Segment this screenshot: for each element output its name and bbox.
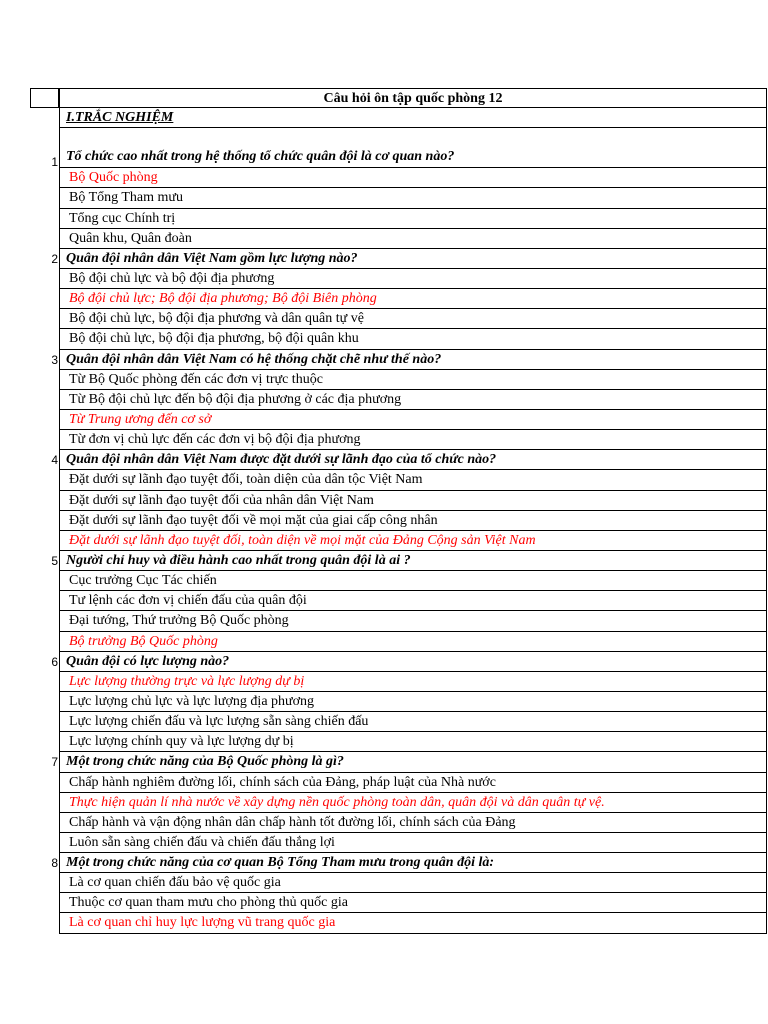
answer-row <box>30 611 768 631</box>
section-heading: I.TRẮC NGHIỆM <box>59 108 767 128</box>
question-text: Quân đội có lực lượng nào? <box>59 652 767 672</box>
question-number: 7 <box>51 755 58 770</box>
corner-cell <box>30 88 59 108</box>
answer-option-correct[interactable]: Bộ Quốc phòng <box>59 168 767 188</box>
question-list <box>30 128 768 933</box>
question-row <box>30 551 768 571</box>
question-row <box>30 128 768 168</box>
answer-row <box>30 571 768 591</box>
question-text: Một trong chức năng của cơ quan Bộ Tổng Tham mưu trong quân đội là: <box>59 853 767 873</box>
answer-option[interactable]: Từ đơn vị chủ lực đến các đơn vị bộ đội địa phương <box>59 430 767 450</box>
answer-option[interactable]: Là cơ quan chiến đấu bảo vệ quốc gia <box>59 873 767 893</box>
answer-option[interactable]: Đặt dưới sự lãnh đạo tuyệt đối, toàn diện của dân tộc Việt Nam <box>59 470 767 490</box>
answer-row <box>30 430 768 450</box>
question-text: Quân đội nhân dân Việt Nam gồm lực lượng nào? <box>59 249 767 269</box>
answer-option[interactable]: Bộ đội chủ lực, bộ đội địa phương, bộ đội quân khu <box>59 329 767 349</box>
answer-row <box>30 913 768 933</box>
answer-option[interactable]: Lực lượng chủ lực và lực lượng địa phương <box>59 692 767 712</box>
answer-option[interactable]: Lực lượng chính quy và lực lượng dự bị <box>59 732 767 752</box>
question-number: 5 <box>51 553 58 568</box>
question-text: Tổ chức cao nhất trong hệ thống tổ chức quân đội là cơ quan nào? <box>59 128 767 168</box>
answer-option[interactable]: Từ Bộ Quốc phòng đến các đơn vị trực thuộc <box>59 370 767 390</box>
answer-option[interactable]: Đặt dưới sự lãnh đạo tuyệt đối của nhân dân Việt Nam <box>59 491 767 511</box>
answer-option[interactable]: Luôn sẵn sàng chiến đấu và chiến đấu thắng lợi <box>59 833 767 853</box>
answer-row <box>30 732 768 752</box>
question-row <box>30 249 768 269</box>
answer-option[interactable]: Chấp hành nghiêm đường lối, chính sách của Đảng, pháp luật của Nhà nước <box>59 773 767 793</box>
question-number: 2 <box>51 251 58 266</box>
answer-option[interactable]: Tư lệnh các đơn vị chiến đấu của quân đội <box>59 591 767 611</box>
answer-row <box>30 209 768 229</box>
question-text: Quân đội nhân dân Việt Nam có hệ thống chặt chẽ như thế nào? <box>59 350 767 370</box>
answer-option[interactable]: Bộ Tổng Tham mưu <box>59 188 767 208</box>
answer-option-correct[interactable]: Thực hiện quản lí nhà nước về xây dựng nền quốc phòng toàn dân, quân đội và dân quân tự vệ. <box>59 793 767 813</box>
answer-row <box>30 410 768 430</box>
answer-option[interactable]: Tổng cục Chính trị <box>59 209 767 229</box>
answer-option[interactable]: Chấp hành và vận động nhân dân chấp hành tốt đường lối, chính sách của Đảng <box>59 813 767 833</box>
answer-option[interactable]: Đại tướng, Thứ trưởng Bộ Quốc phòng <box>59 611 767 631</box>
answer-option-correct[interactable]: Bộ đội chủ lực; Bộ đội địa phương; Bộ đội Biên phòng <box>59 289 767 309</box>
answer-row <box>30 390 768 410</box>
answer-option[interactable]: Đặt dưới sự lãnh đạo tuyệt đối về mọi mặt của giai cấp công nhân <box>59 511 767 531</box>
answer-option[interactable]: Từ Bộ đội chủ lực đến bộ đội địa phương ở các địa phương <box>59 390 767 410</box>
answer-row <box>30 229 768 249</box>
question-number: 4 <box>51 453 58 468</box>
question-row <box>30 450 768 470</box>
question-number: 6 <box>51 654 58 669</box>
page-title: Câu hỏi ôn tập quốc phòng 12 <box>59 88 767 108</box>
answer-row <box>30 813 768 833</box>
answer-row <box>30 511 768 531</box>
answer-row <box>30 591 768 611</box>
answer-option[interactable]: Bộ đội chủ lực, bộ đội địa phương và dân quân tự vệ <box>59 309 767 329</box>
title-row <box>30 88 768 108</box>
answer-row <box>30 531 768 551</box>
question-sheet <box>30 88 768 934</box>
answer-row <box>30 491 768 511</box>
answer-row <box>30 309 768 329</box>
answer-row <box>30 712 768 732</box>
question-text: Quân đội nhân dân Việt Nam được đặt dưới sự lãnh đạo của tổ chức nào? <box>59 450 767 470</box>
question-row <box>30 350 768 370</box>
answer-row <box>30 470 768 490</box>
answer-row <box>30 370 768 390</box>
question-text: Một trong chức năng của Bộ Quốc phòng là gì? <box>59 752 767 772</box>
answer-row <box>30 672 768 692</box>
question-number: 1 <box>51 155 58 170</box>
answer-option-correct[interactable]: Bộ trưởng Bộ Quốc phòng <box>59 632 767 652</box>
answer-option[interactable]: Bộ đội chủ lực và bộ đội địa phương <box>59 269 767 289</box>
question-row <box>30 853 768 873</box>
question-number: 3 <box>51 352 58 367</box>
answer-row <box>30 833 768 853</box>
answer-row <box>30 793 768 813</box>
answer-row <box>30 168 768 188</box>
question-row <box>30 752 768 772</box>
answer-row <box>30 692 768 712</box>
answer-row <box>30 329 768 349</box>
answer-option[interactable]: Thuộc cơ quan tham mưu cho phòng thủ quốc gia <box>59 893 767 913</box>
answer-option[interactable]: Lực lượng chiến đấu và lực lượng sẵn sàng chiến đấu <box>59 712 767 732</box>
answer-option-correct[interactable]: Là cơ quan chỉ huy lực lượng vũ trang quốc gia <box>59 913 767 933</box>
answer-option[interactable]: Cục trưởng Cục Tác chiến <box>59 571 767 591</box>
question-number: 8 <box>51 856 58 871</box>
answer-option-correct[interactable]: Đặt dưới sự lãnh đạo tuyệt đối, toàn diện về mọi mặt của Đảng Cộng sản Việt Nam <box>59 531 767 551</box>
answer-option[interactable]: Quân khu, Quân đoàn <box>59 229 767 249</box>
answer-row <box>30 188 768 208</box>
answer-row <box>30 632 768 652</box>
answer-row <box>30 289 768 309</box>
answer-option-correct[interactable]: Lực lượng thường trực và lực lượng dự bị <box>59 672 767 692</box>
answer-row <box>30 269 768 289</box>
section-row <box>30 108 768 128</box>
answer-row <box>30 893 768 913</box>
question-row <box>30 652 768 672</box>
answer-option-correct[interactable]: Từ Trung ương đến cơ sở <box>59 410 767 430</box>
answer-row <box>30 773 768 793</box>
question-text: Người chỉ huy và điều hành cao nhất trong quân đội là ai ? <box>59 551 767 571</box>
answer-row <box>30 873 768 893</box>
